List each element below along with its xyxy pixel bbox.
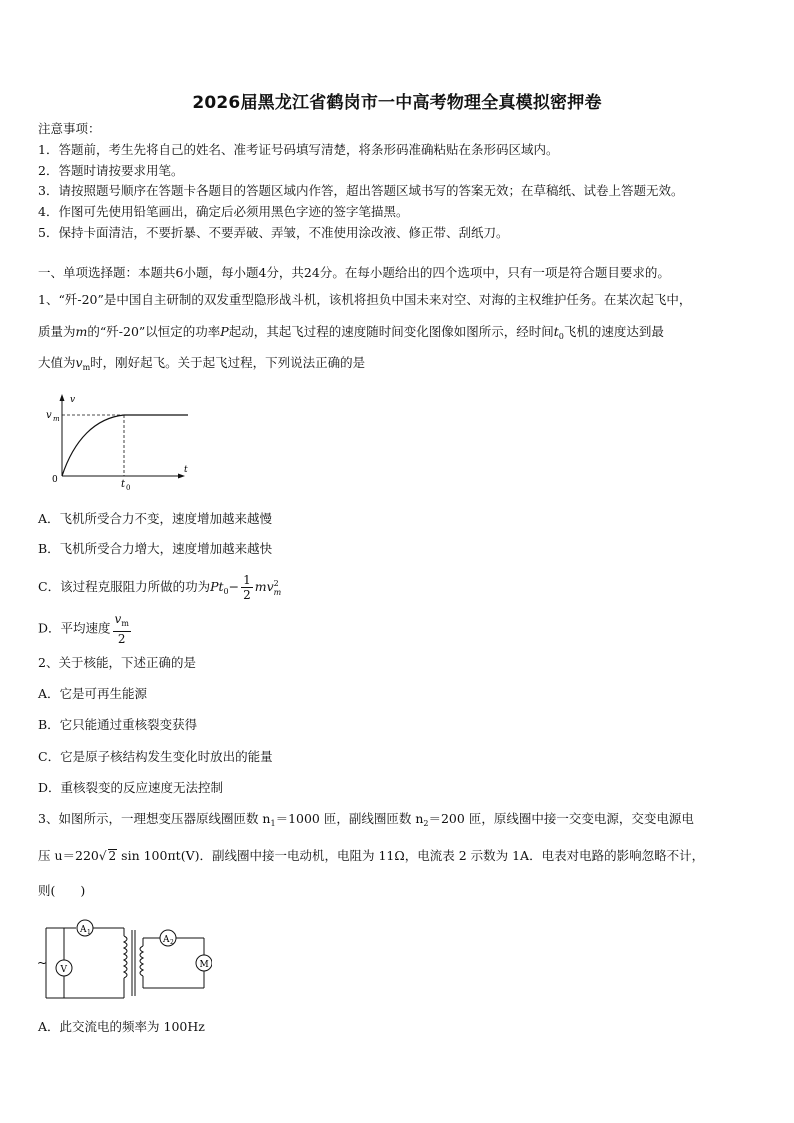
note-item: 1．答题前，考生先将自己的姓名、准考证号码填写清楚，将条形码准确粘贴在条形码区域内。 (38, 142, 559, 157)
q3-stem-line1 (38, 811, 694, 832)
formula-mv: mv (254, 579, 274, 594)
t-axis-label: t (184, 465, 188, 475)
q1-option-c (38, 572, 281, 607)
q2-option-b: B．它只能通过重核裂变获得 (38, 717, 198, 732)
voltmeter-label: V (60, 965, 67, 975)
fraction-half (241, 573, 253, 602)
vm-label: v (46, 410, 52, 421)
v: v (114, 612, 122, 626)
text: 质量为 (38, 324, 76, 339)
note-item: 4．作图可先使用铅笔画出，确定后必须用黑色字迹的签字笔描黑。 (38, 204, 409, 219)
q1-stem-line3 (38, 355, 365, 376)
text: sin 100πt(V)．副线圈中接一电动机，电阻为 11Ω，电流表 2 示数为 1A．电表对电路的影响忽略不计， (121, 848, 705, 863)
text: 时，刚好起飞。关于起飞过程，下列说法正确的是 (90, 355, 366, 370)
numerator (113, 612, 131, 632)
sub: m (273, 587, 282, 597)
q1-option-b: B．飞机所受合力增大，速度增加越来越快 (38, 541, 273, 556)
P: Pt (210, 579, 224, 594)
ammeter-a1-sub: 1 (87, 929, 91, 936)
sup: 2 (273, 578, 279, 588)
section-heading: 一、单项选择题：本题共6小题，每小题4分，共24分。在每小题给出的四个选项中，只有一项是符合题目要求的。 (38, 265, 670, 280)
page-title: 2026届黑龙江省鹤岗市一中高考物理全真模拟密押卷 (192, 93, 602, 113)
q2-option-a: A．它是可再生能源 (38, 686, 148, 701)
sub: 1 (270, 819, 276, 828)
text: 飞机的速度达到最 (563, 324, 664, 339)
q2-option-d: D．重核裂变的反应速度无法控制 (38, 780, 224, 795)
ammeter-a2-label: A (163, 935, 170, 945)
velocity-curve (62, 415, 188, 476)
sub: 0 (558, 332, 564, 341)
vm-sub-label: m (53, 415, 60, 423)
formula-Pt (210, 579, 229, 594)
velocity-time-graph (40, 392, 200, 492)
text: ＝200 匝，原线圈中接一交变电源，交变电源电 (428, 811, 694, 826)
ammeter-a1-label: A (80, 925, 87, 935)
sub: 2 (423, 819, 429, 828)
text: C．该过程克服阻力所做的功为 (38, 579, 211, 594)
q1-option-d (38, 612, 133, 646)
var-P: P (220, 324, 229, 339)
secondary-coil (140, 946, 143, 976)
var-m: m (75, 324, 88, 339)
sqrt-value: 2 (108, 849, 117, 863)
sub: 0 (223, 587, 229, 596)
transformer-circuit (36, 916, 212, 1006)
text: 3、如图所示，一理想变压器原线圈匝数 n (38, 811, 271, 826)
t: t (553, 324, 559, 339)
text: 的“歼-20”以恒定的功率 (87, 324, 221, 339)
v-axis-arrow (60, 394, 65, 401)
q1-stem-line2 (38, 324, 664, 345)
sqrt-sign: √ (98, 849, 107, 863)
motor-label: M (199, 960, 209, 970)
sub: m (121, 619, 129, 628)
q3-stem-line2 (38, 848, 704, 864)
note-item: 2．答题时请按要求用笔。 (38, 163, 184, 178)
text: 压 u＝220 (38, 848, 99, 863)
text: ＝1000 匝，副线圈匝数 n (275, 811, 424, 826)
q3-option-a: A．此交流电的频率为 100Hz (38, 1019, 205, 1034)
text: 起动，其起飞过程的速度随时间变化图像如图所示，经时间 (228, 324, 554, 339)
var-vm (76, 355, 91, 370)
fraction-vm-half (113, 612, 131, 646)
denominator: 2 (243, 588, 251, 602)
q3-stem-line3: 则( ) (38, 883, 86, 898)
ac-source-symbol: ~ (37, 956, 48, 970)
t0-sub-label: 0 (126, 484, 131, 492)
q1-stem-line1: 1、“歼-20”是中国自主研制的双发重型隐形战斗机，该机将担负中国未来对空、对海的主权维护任务。在某次起飞中， (38, 292, 692, 307)
text: 大值为 (38, 355, 76, 370)
sup-sub-stack (274, 579, 282, 597)
q1-option-a: A．飞机所受合力不变，速度增加越来越慢 (38, 511, 273, 526)
notes-heading: 注意事项： (38, 121, 101, 136)
minus: − (228, 579, 240, 594)
primary-coil (124, 936, 127, 978)
sub: m (82, 363, 91, 372)
v-axis-label: v (70, 395, 76, 405)
note-item: 5．保持卡面清洁，不要折暴、不要弄破、弄皱，不准使用涂改液、修正带、刮纸刀。 (38, 225, 509, 240)
var-t0 (554, 324, 564, 339)
numerator: 1 (243, 573, 251, 587)
q2-stem: 2、关于核能，下述正确的是 (38, 655, 196, 670)
origin-label: 0 (52, 475, 58, 485)
v: v (75, 355, 83, 370)
t0-label: t (121, 479, 126, 490)
note-item: 3．请按照题号顺序在答题卡各题目的答题区域内作答，超出答题区域书写的答案无效；在草稿纸、试卷上答题无效。 (38, 183, 684, 198)
q2-option-c: C．它是原子核结构发生变化时放出的能量 (38, 749, 273, 764)
text: D．平均速度 (38, 620, 111, 636)
denominator: 2 (117, 632, 126, 646)
ammeter-a2-sub: 2 (170, 939, 174, 946)
